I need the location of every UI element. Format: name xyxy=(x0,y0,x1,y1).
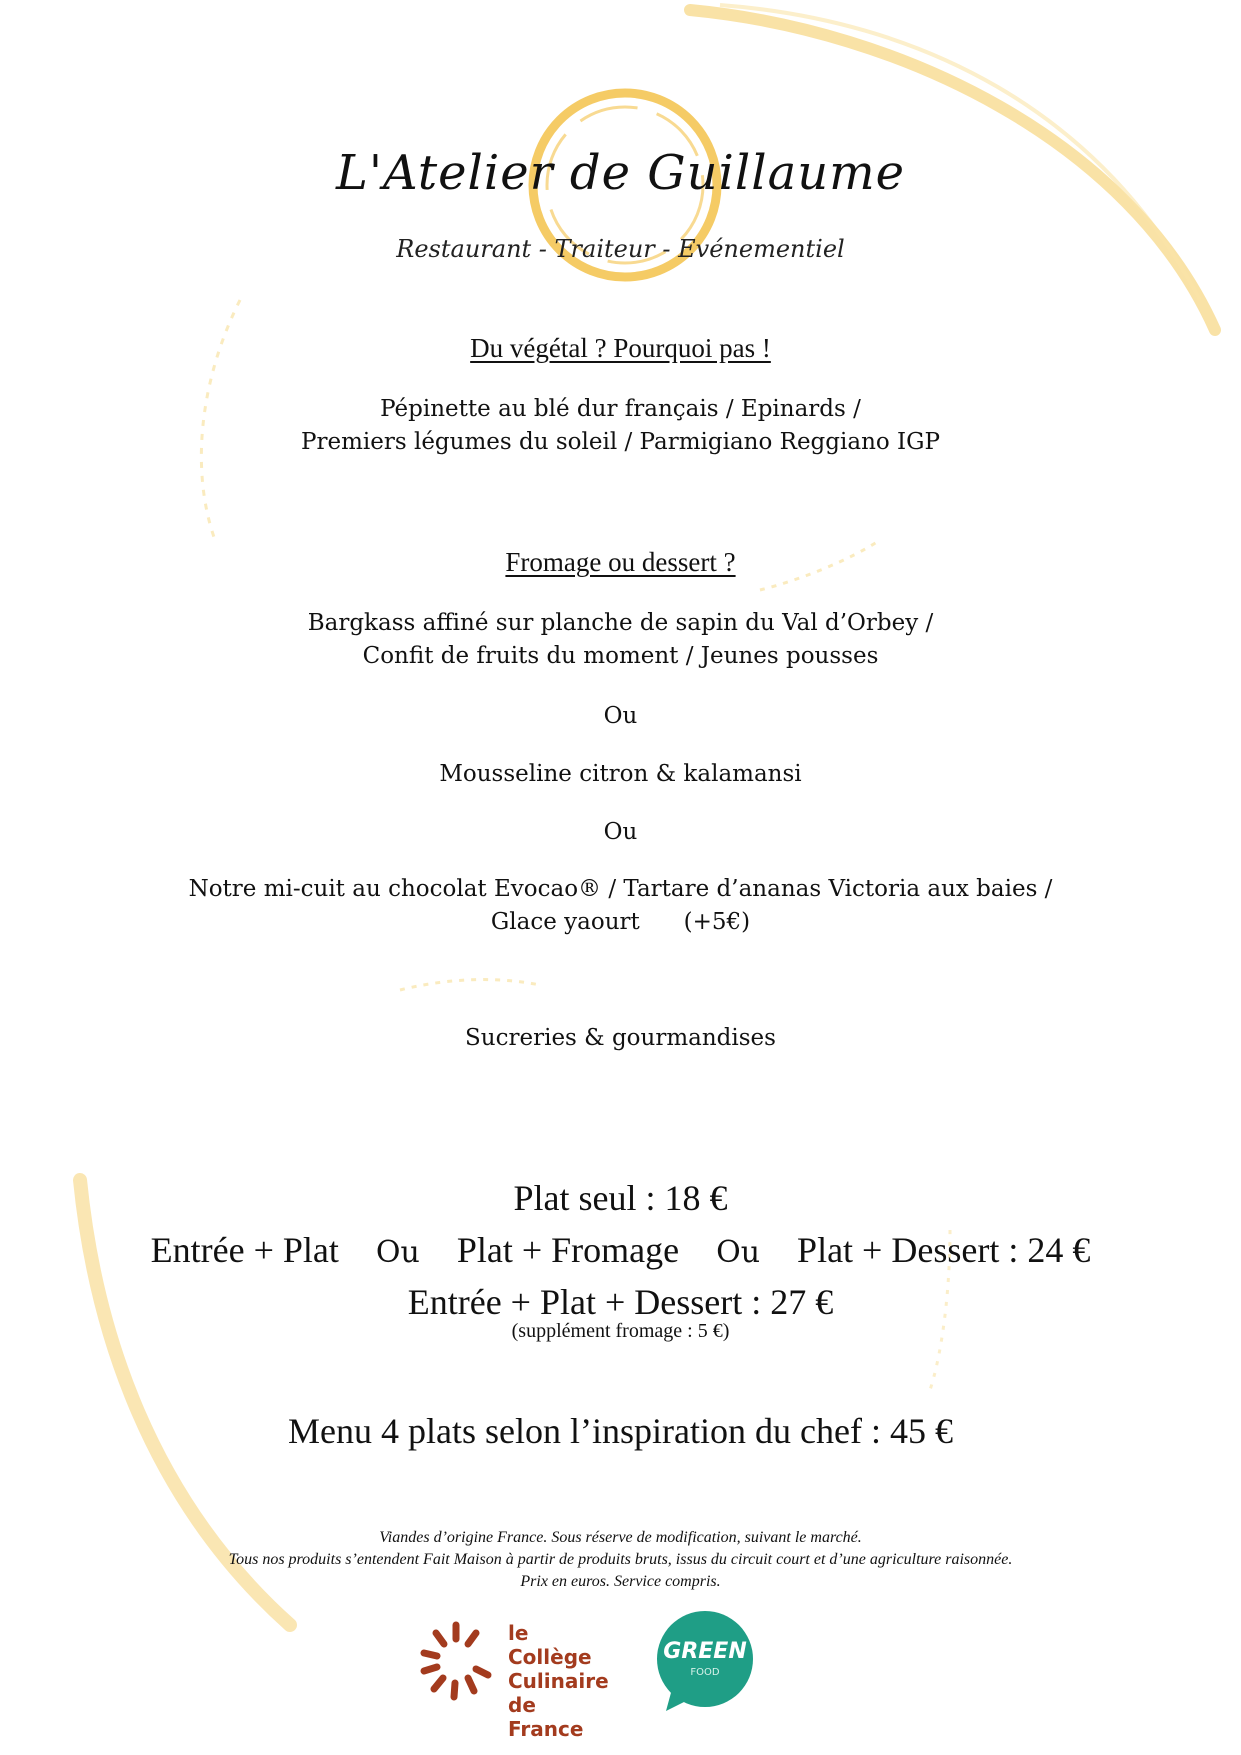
sweets-line: Sucreries & gourmandises xyxy=(465,1025,776,1051)
dessert-option-chocolate xyxy=(0,873,1241,939)
college-culinaire-logo xyxy=(410,1605,610,1741)
price-single: Plat seul : 18 € xyxy=(513,1178,728,1218)
footer-line-2: Tous nos produits s’entendent Fait Maison à partir de produits bruts, issus du circuit court et d’une agriculture raisonnée. xyxy=(228,1551,1013,1568)
vegetal-line-1: Pépinette au blé dur français / Epinards / xyxy=(380,396,861,422)
vegetal-description xyxy=(0,393,1241,459)
green-food-title: GREEN xyxy=(663,1639,747,1664)
footer-line-1: Viandes d’origine France. Sous réserve de modification, suivant le marché. xyxy=(379,1529,862,1546)
combo-plat-dessert: Plat + Dessert : 24 € xyxy=(797,1230,1091,1270)
restaurant-logo xyxy=(0,75,1241,300)
college-line-1: le Collège xyxy=(508,1621,592,1669)
vegetal-line-2: Premiers légumes du soleil / Parmigiano Reggiano IGP xyxy=(301,429,940,455)
or-separator-1: Ou xyxy=(603,703,638,729)
green-food-logo xyxy=(652,1609,758,1715)
section-dessert xyxy=(0,547,1241,578)
college-line-3: de France xyxy=(508,1693,584,1741)
green-food-sub: FOOD xyxy=(690,1667,720,1678)
combo-or-1: Ou xyxy=(375,1235,420,1270)
combo-entree-plat: Entrée + Plat xyxy=(150,1230,339,1270)
section-vegetal-heading: Du végétal ? Pourquoi pas ! xyxy=(470,333,771,363)
price-supplement: (supplément fromage : 5 €) xyxy=(511,1320,730,1342)
or-separator-2: Ou xyxy=(603,819,638,845)
partner-logos xyxy=(0,1605,1241,1741)
logo-tagline: Restaurant - Traiteur - Evénementiel xyxy=(396,235,845,263)
combo-or-2: Ou xyxy=(716,1235,761,1270)
section-vegetal xyxy=(0,333,1241,364)
college-line-2: Culinaire xyxy=(508,1669,609,1693)
footer-line-3: Prix en euros. Service compris. xyxy=(520,1573,721,1590)
dessert-option-cheese xyxy=(0,607,1241,673)
price-chef-menu: Menu 4 plats selon l’inspiration du chef : 45 € xyxy=(288,1411,953,1451)
price-combo-row xyxy=(0,1224,1241,1279)
cheese-line-2: Confit de fruits du moment / Jeunes pousses xyxy=(362,643,879,669)
chocolate-line-2: Glace yaourt (+5€) xyxy=(490,909,751,935)
section-dessert-heading: Fromage ou dessert ? xyxy=(505,547,736,577)
logo-name: L'Atelier de Guillaume xyxy=(335,145,906,201)
price-full: Entrée + Plat + Dessert : 27 € xyxy=(407,1282,834,1322)
combo-plat-fromage: Plat + Fromage xyxy=(456,1230,680,1270)
cheese-line-1: Bargkass affiné sur planche de sapin du Val d’Orbey / xyxy=(307,610,934,636)
footer-notes xyxy=(0,1527,1241,1593)
college-flame-icon xyxy=(410,1613,502,1705)
chocolate-line-1: Notre mi-cuit au chocolat Evocao® / Tartare d’ananas Victoria aux baies / xyxy=(188,876,1053,902)
dessert-option-mousseline: Mousseline citron & kalamansi xyxy=(439,761,802,787)
